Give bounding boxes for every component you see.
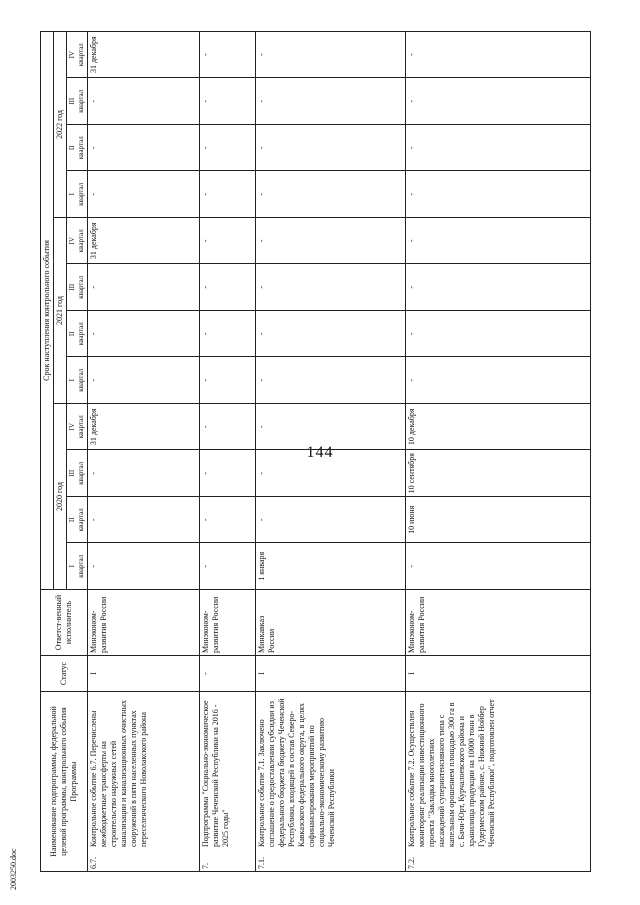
deadline-cell: 1 января [255, 543, 405, 590]
control-events-table [40, 31, 591, 872]
deadline-cell: - [87, 78, 199, 125]
quarter-word: квартал [76, 89, 85, 113]
event-name-cell [405, 692, 590, 872]
quarter-header [67, 125, 88, 172]
deadline-cell: - [199, 78, 255, 125]
status-cell: - [199, 656, 255, 692]
deadline-cell: - [405, 78, 590, 125]
rotated-table-wrapper [40, 32, 600, 872]
quarter-header [67, 404, 88, 451]
deadline-cell: 31 декабря [87, 31, 199, 78]
status-cell: I [405, 656, 590, 692]
quarter-header [67, 31, 88, 78]
quarter-header [67, 450, 88, 497]
year-2020-header: 2020 год [54, 404, 67, 590]
quarter-header [67, 357, 88, 404]
quarter-numeral: I [68, 565, 76, 568]
deadline-cell: - [87, 357, 199, 404]
deadline-cell: 31 декабря [87, 218, 199, 265]
deadline-cell: - [255, 125, 405, 172]
deadline-cell: - [255, 357, 405, 404]
quarter-numeral: II [68, 517, 76, 523]
deadline-cell: 10 декабря [405, 404, 590, 451]
deadline-cell: 10 июня [405, 497, 590, 544]
table-row [87, 31, 199, 871]
deadline-cell: - [199, 404, 255, 451]
event-name-cell [255, 692, 405, 872]
event-name: Контрольное событие 7.1. Заключено соглашение о предоставлении субсидии из федерального бюджета бюджету Чеченской Республики, входящей в состав Северо-Кавказского федерального округа, в целях софинансирования мероприятий по социально-экономическому развитию Чеченской Республики [256, 698, 336, 847]
event-number: 6.7. [88, 857, 98, 869]
deadline-cell: - [255, 171, 405, 218]
event-number: 7.1. [256, 857, 266, 869]
quarter-word: квартал [76, 554, 85, 578]
deadline-cell: - [87, 450, 199, 497]
deadline-cell: - [199, 497, 255, 544]
deadline-cell: 31 декабря [87, 404, 199, 451]
event-name-cell [87, 692, 199, 872]
deadline-cell: - [255, 218, 405, 265]
deadline-cell: - [255, 31, 405, 78]
quarter-numeral: III [68, 283, 76, 291]
quarter-word: квартал [76, 461, 85, 485]
deadline-cell: - [405, 171, 590, 218]
executor-cell: Минэконом-развития России [405, 590, 590, 656]
deadline-cell: - [255, 311, 405, 358]
deadline-cell: - [199, 125, 255, 172]
executor-cell: Минэконом-развития России [199, 590, 255, 656]
quarter-word: квартал [76, 368, 85, 392]
quarter-numeral: II [68, 331, 76, 337]
deadline-cell: - [199, 171, 255, 218]
quarter-numeral: IV [68, 423, 76, 431]
deadline-cell: - [199, 543, 255, 590]
event-name: Контрольное событие 7.2. Осуществлен мониторинг реализации инвестиционного проекта "Закладка многолетних насаждений суперинтенсивного типа с капельным орошением площадью 300 га в с. Бачи-Юрт, Курчалоевского района и хранилища продукции на 10000 тонн в Гудермесском районе, с. Нижний Нойбер Чеченской Республики", подготовлен отчет [406, 699, 496, 847]
status-column-header: Статус [41, 656, 88, 692]
quarter-numeral: IV [68, 51, 76, 59]
quarter-word: квартал [76, 136, 85, 160]
deadline-cell: - [199, 218, 255, 265]
quarter-numeral: III [68, 469, 76, 477]
quarter-header [67, 171, 88, 218]
deadline-cell: - [405, 543, 590, 590]
status-cell: I [255, 656, 405, 692]
deadline-cell: - [87, 497, 199, 544]
deadline-cell: - [199, 264, 255, 311]
page-number: 144 [306, 444, 334, 461]
deadline-cell: - [87, 543, 199, 590]
deadline-cell: - [255, 264, 405, 311]
executor-cell: Минкавказ России [255, 590, 405, 656]
deadline-cell: - [255, 497, 405, 544]
quarter-word: квартал [76, 275, 85, 299]
quarter-numeral: I [68, 193, 76, 196]
table-body [87, 31, 590, 871]
quarter-header [67, 264, 88, 311]
deadline-cell: - [405, 31, 590, 78]
year-2022-header: 2022 год [54, 31, 67, 217]
executor-cell: Минэконом-развития России [87, 590, 199, 656]
deadline-cell: - [199, 357, 255, 404]
executor-column-header: Ответст-венный исполнитель [41, 590, 88, 656]
event-name: Контрольное событие 6.7. Перечислены межбюджетные трансферты на строительство наружных сетей канализации и канализационных очистных сооружений в пяти населенных пунктах переселенческого Новолакского района [88, 700, 148, 847]
quarter-word: квартал [76, 43, 85, 67]
deadline-cell: 10 сентября [405, 450, 590, 497]
quarter-header [67, 497, 88, 544]
quarter-header [67, 218, 88, 265]
deadline-cell: - [405, 357, 590, 404]
deadline-cell: - [199, 450, 255, 497]
quarter-header [67, 78, 88, 125]
deadline-cell: - [255, 78, 405, 125]
quarter-word: квартал [76, 322, 85, 346]
name-column-header: Наименование подпрограммы, федеральной целевой программы, контрольного события Программы [41, 692, 88, 872]
event-name-cell [199, 692, 255, 872]
deadline-cell: - [405, 311, 590, 358]
deadline-cell: - [405, 218, 590, 265]
status-cell: I [87, 656, 199, 692]
event-number: 7. [200, 863, 210, 869]
deadline-cell: - [87, 264, 199, 311]
footer-code: 2003250.doc [9, 848, 18, 890]
quarter-word: квартал [76, 508, 85, 532]
quarter-word: квартал [76, 229, 85, 253]
deadline-cell: - [255, 404, 405, 451]
deadline-cell: - [87, 311, 199, 358]
deadline-header: Срок наступления контрольного события [41, 31, 54, 589]
deadline-cell: - [87, 125, 199, 172]
event-number: 7.2. [406, 857, 416, 869]
event-name: Подпрограмма "Социально-экономическое развитие Чеченской Республики на 2016 - 2025 годы" [200, 700, 230, 847]
deadline-cell: - [87, 171, 199, 218]
year-2021-header: 2021 год [54, 218, 67, 404]
quarter-word: квартал [76, 415, 85, 439]
deadline-cell: - [199, 31, 255, 78]
footer-code-wrap [9, 830, 21, 890]
deadline-cell: - [405, 264, 590, 311]
table-row [255, 31, 405, 871]
quarter-header [67, 543, 88, 590]
quarter-numeral: I [68, 379, 76, 382]
deadline-cell: - [199, 311, 255, 358]
table-row [199, 31, 255, 871]
quarter-numeral: IV [68, 237, 76, 245]
deadline-cell: - [405, 125, 590, 172]
deadline-cell: - [255, 450, 405, 497]
quarter-numeral: III [68, 97, 76, 105]
quarter-numeral: II [68, 145, 76, 151]
quarter-word: квартал [76, 182, 85, 206]
table-row [405, 31, 590, 871]
quarter-header [67, 311, 88, 358]
